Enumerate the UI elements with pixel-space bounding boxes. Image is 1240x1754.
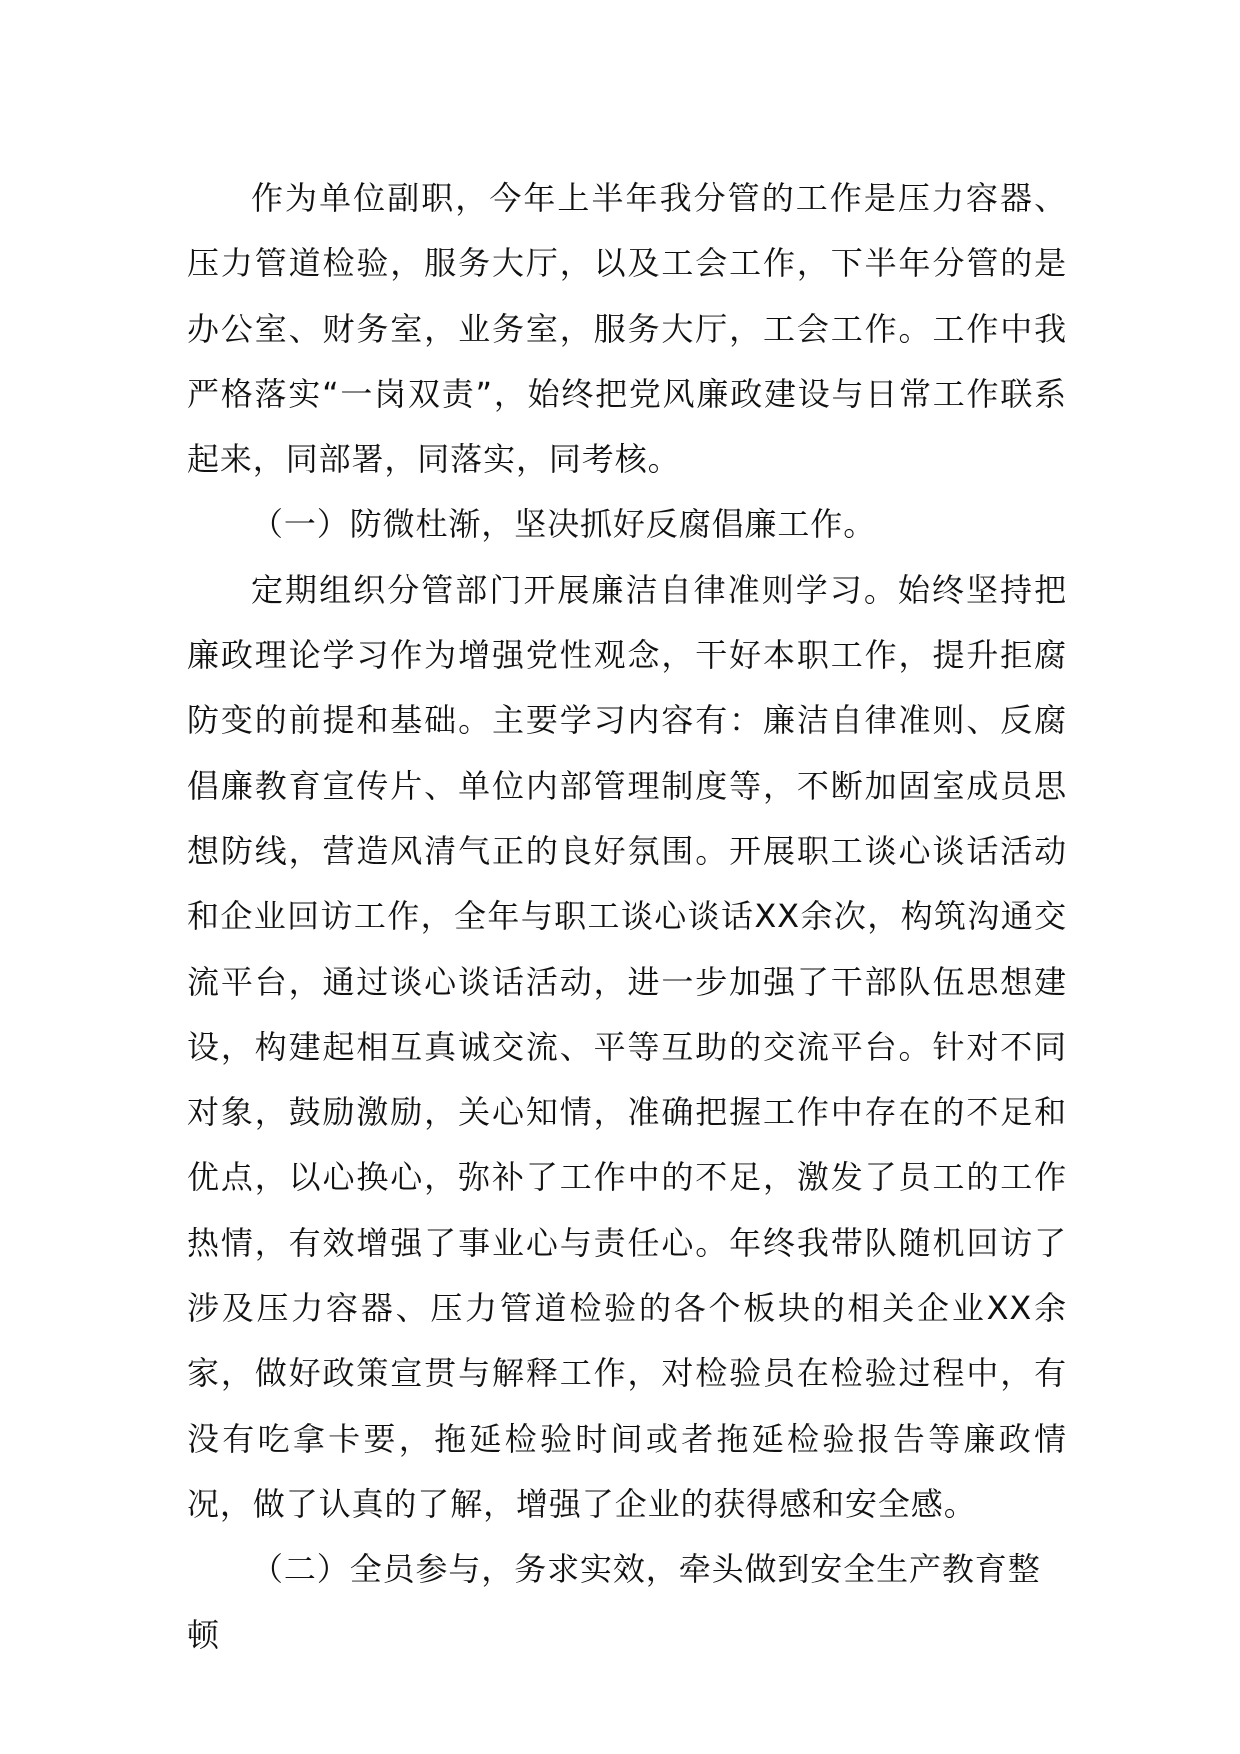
paragraph-intro: 作为单位副职，今年上半年我分管的工作是压力容器、压力管道检验，服务大厅，以及工会工作，下半年分管的是办公室、财务室，业务室，服务大厅，工会工作。工作中我严格落实“一岗双责”，始终把党风廉政建设与日常工作联系起来，同部署，同落实，同考核。 bbox=[187, 179, 1067, 479]
paragraph-section-1: 定期组织分管部门开展廉洁自律准则学习。始终坚持把廉政理论学习作为增强党性观念，干好本职工作，提升拒腐防变的前提和基础。主要学习内容有：廉洁自律准则、反腐倡廉教育宣传片、单位内部管理制度等，不断加固室成员思想防线，营造风清气正的良好氛围。开展职工谈心谈话活动和企业回访工作，全年与职工谈心谈话XX余次，构筑沟通交流平台，通过谈心谈话活动，进一步加强了干部队伍思想建设，构建起相互真诚交流、平等互助的交流平台。针对不同对象，鼓励激励，关心知情，准确把握工作中存在的不足和优点，以心换心，弥补了工作中的不足，激发了员工的工作热情，有效增强了事业心与责任心。年终我带队随机回访了涉及压力容器、压力管道检验的各个板块的相关企业XX余家，做好政策宣贯与解释工作，对检验员在检验过程中，有没有吃拿卡要，拖延检验时间或者拖延检验报告等廉政情况，做了认真的了解，增强了企业的获得感和安全感。 bbox=[187, 570, 1067, 1523]
section-heading-2: （二）全员参与，务求实效，牵头做到安全生产教育整顿 bbox=[187, 1550, 1041, 1654]
document-body bbox=[187, 166, 1067, 1668]
section-heading-1: （一）防微杜渐，坚决抓好反腐倡廉工作。 bbox=[251, 505, 877, 544]
